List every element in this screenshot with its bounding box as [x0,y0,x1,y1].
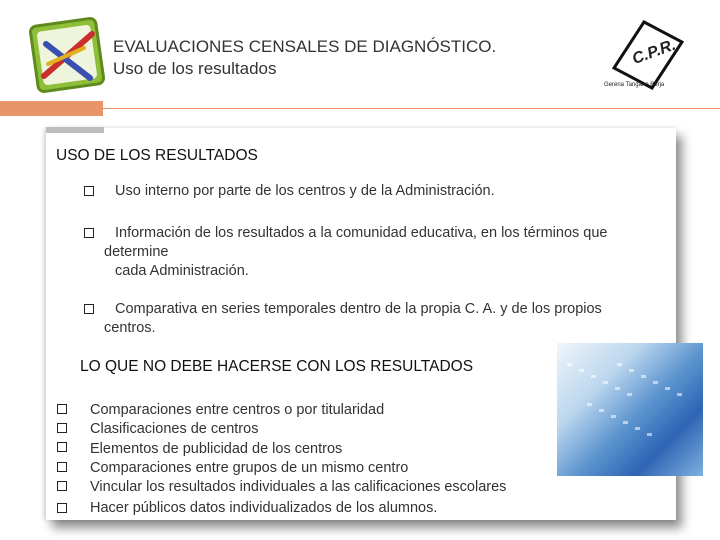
list-item: Comparaciones entre centros o por titularidad [90,402,385,418]
list-item: Comparativa en series temporales dentro de la propia C. A. y de los propios centros. [104,301,602,336]
cpr-logo-caption: Gerena Tangano Burja [604,82,665,88]
checkbox-icon [84,304,94,314]
answer-sheet-image [557,343,703,476]
cpr-logo [600,16,692,96]
list-item: Hacer públicos datos individualizados de los alumnos. [90,500,438,517]
checkbox-icon [84,228,94,238]
title-line-1: EVALUACIONES CENSALES DE DIAGNÓSTICO. [113,37,497,56]
list-item: Elementos de publicidad de los centros [90,440,343,457]
panel-tab [46,127,104,133]
cpr-logo-text: C.P.R. [630,36,679,68]
checkbox-icon [57,404,67,414]
title-line-2: Uso de los resultados [113,59,277,78]
checkbox-icon [84,186,94,196]
accent-bar [0,101,103,116]
checkbox-icon [57,462,67,472]
section-heading-donts: LO QUE NO DEBE HACERSE CON LOS RESULTADOS [80,358,474,375]
checkbox-icon [57,503,67,513]
list-item: Clasificaciones de centros [90,421,259,438]
checkbox-icon [57,481,67,491]
section-heading-uses: USO DE LOS RESULTADOS [56,147,258,164]
list-item: Información de los resultados a la comunidad educativa, en los términos que determine cada Administración. [104,225,608,279]
donts-list [90,401,506,519]
list-item: Uso interno por parte de los centros y de la Administración. [115,183,495,199]
list-item: Vincular los resultados individuales a las calificaciones escolares [90,479,507,496]
list-item: Comparaciones entre grupos de un mismo centro [90,459,409,476]
page-title [113,36,496,80]
checkbox-icon [57,423,67,433]
pencils-icon [26,14,108,96]
checkbox-icon [57,442,67,452]
header-divider [103,108,720,109]
